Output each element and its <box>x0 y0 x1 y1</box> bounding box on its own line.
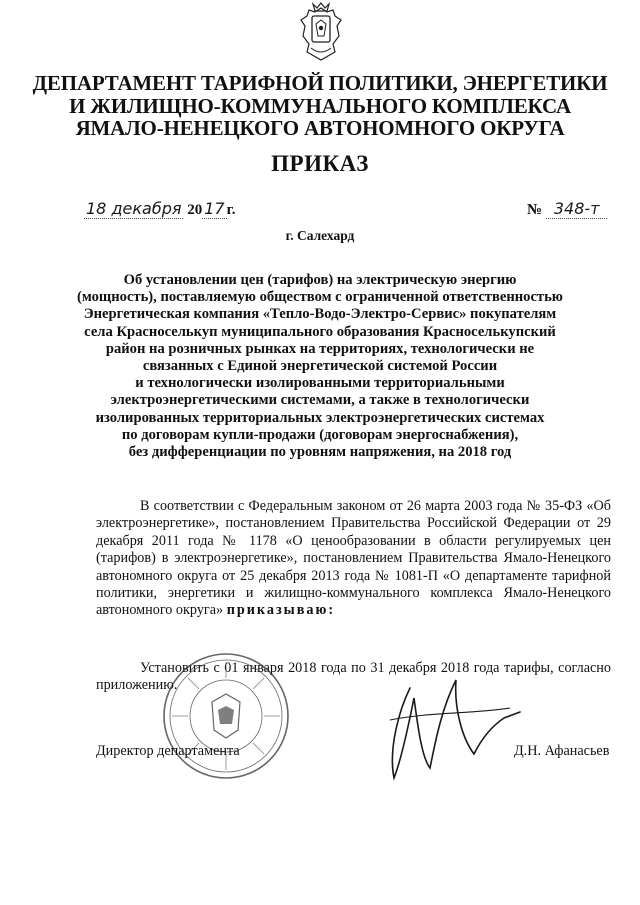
city: г. Салехард <box>285 228 355 243</box>
subject-line: электроэнергетическими системами, а также в технологически <box>110 392 530 409</box>
document-type: ПРИКАЗ <box>271 151 369 176</box>
year-handwritten: 17 <box>204 199 225 218</box>
number-handwritten: 348-т <box>546 199 608 219</box>
order-subject <box>0 272 640 461</box>
date-handwritten: 18 декабря <box>86 199 182 218</box>
subject-line: (мощность), поставляемую обществом с ограниченной ответственностью <box>77 289 563 306</box>
order-word: приказываю: <box>226 602 336 619</box>
year-prefix: 20 <box>187 202 203 218</box>
department-title-line: И ЖИЛИЩНО-КОММУНАЛЬНОГО КОМПЛЕКСА <box>69 93 571 118</box>
handwritten-signature-icon <box>370 668 530 786</box>
subject-line: села Красноселькуп муниципального образования Красноселькупский <box>84 323 556 340</box>
preamble-text: В соответствии с Федеральным законом от 26 марта 2003 года № 35-ФЗ «Об электроэнергетике», постановлением Правительства Российской Федерации от 29 декабря 2011 года № 1178 «О ценообразовании в области регулируемых цен (тарифов) в электроэнергетике», постановлением Правительства Ямало-Ненецкого автономного округа от 25 декабря 2013 года № 1081-П «О департаменте тарифной политики, энергетики и жилищно-коммунального комплекса Ямало-Ненецкого автономного округа» <box>96 498 611 619</box>
order-number <box>527 199 607 219</box>
subject-line: без дифференциации по уровням напряжения, на 2018 год <box>128 444 512 461</box>
subject-line: связанных с Единой энергетической системой России <box>142 358 498 375</box>
department-title <box>0 72 640 140</box>
department-title-line: ДЕПАРТАМЕНТ ТАРИФНОЙ ПОЛИТИКИ, ЭНЕРГЕТИКИ <box>32 71 608 95</box>
signer-name: Д.Н. Афанасьев <box>514 743 610 759</box>
preamble-paragraph <box>96 498 611 620</box>
subject-line: район на розничных рынках на территориях, технологически не <box>105 340 535 357</box>
subject-line: по договорам купли-продажи (договорам энергоснабжения), <box>121 426 519 443</box>
number-label: № <box>527 202 543 218</box>
department-title-line: ЯМАЛО-НЕНЕЦКОГО АВТОНОМНОГО ОКРУГА <box>75 116 565 140</box>
coat-of-arms-icon <box>297 2 345 64</box>
resolution-text: Установить с 01 января 2018 года по 31 декабря 2018 года тарифы, согласно приложению. <box>96 660 611 694</box>
subject-line: Энергетическая компания «Тепло-Водо-Электро-Сервис» покупателям <box>83 306 557 323</box>
official-seal-icon <box>160 650 292 782</box>
subject-line: и технологически изолированными территориальными <box>135 375 505 392</box>
order-date <box>84 199 235 219</box>
signer-position: Директор департамента <box>96 743 240 759</box>
subject-line: Об установлении цен (тарифов) на электрическую энергию <box>123 272 517 288</box>
year-suffix: г. <box>226 202 236 218</box>
subject-line: изолированных территориальных электроэнергетических системах <box>95 409 545 426</box>
